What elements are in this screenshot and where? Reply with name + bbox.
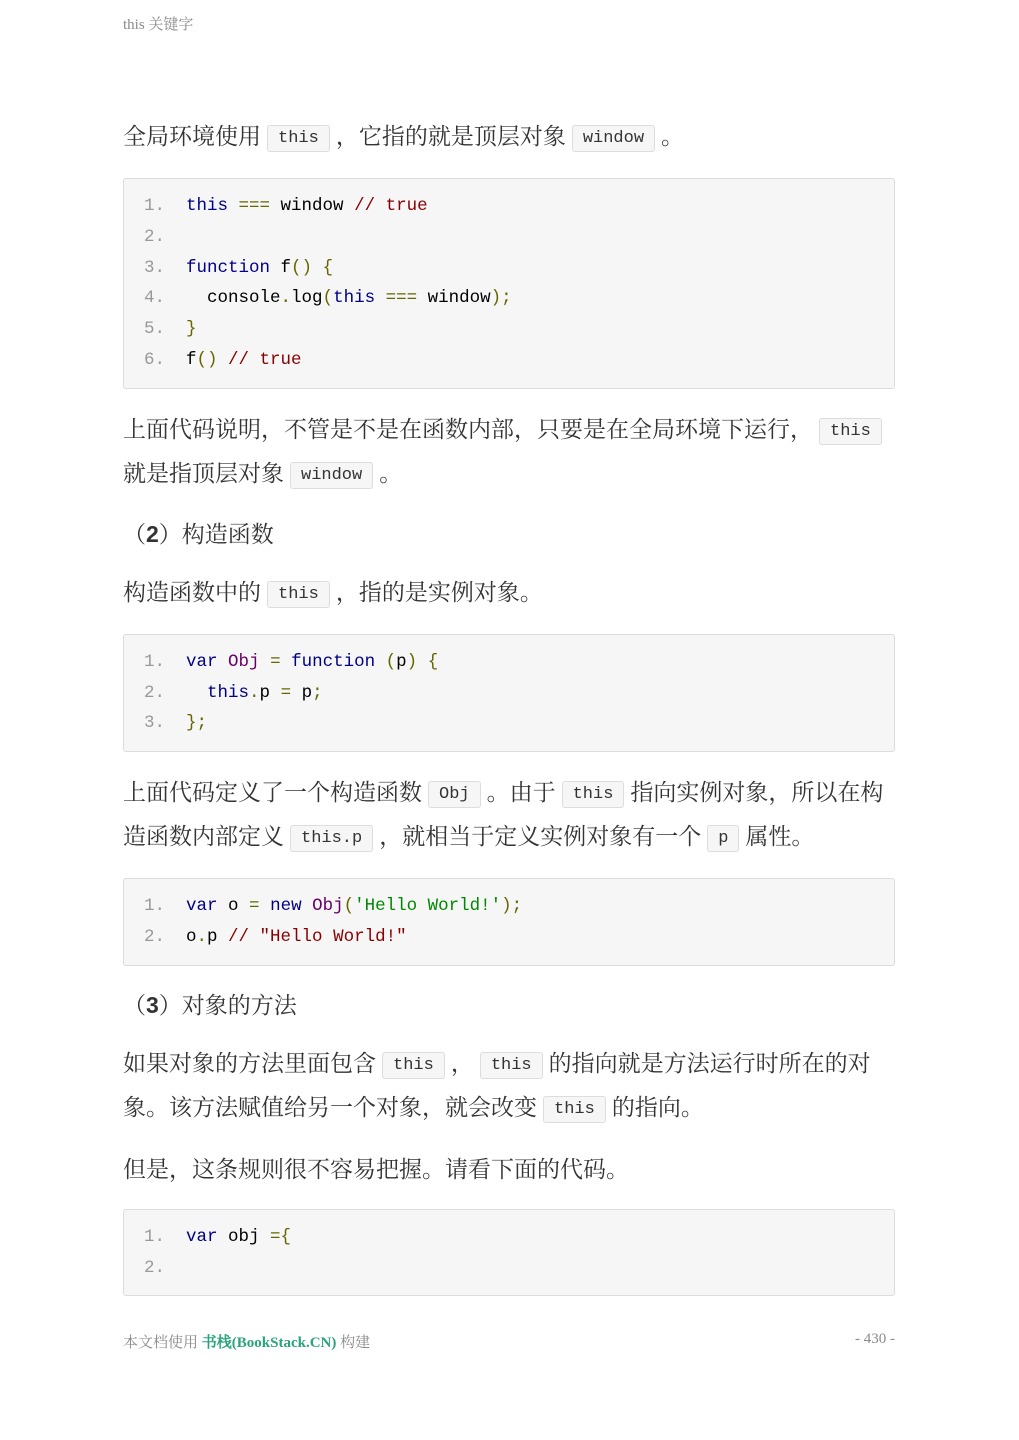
- code-token: log: [291, 288, 323, 309]
- code-token: };: [186, 713, 208, 734]
- code-token: [312, 258, 323, 278]
- code-text: [186, 314, 197, 345]
- code-token: var: [186, 1226, 218, 1247]
- paragraph-text: 上面代码说明，不管是不是在函数内部，只要是在全局环境下运行，: [123, 416, 813, 443]
- paragraph-text: 就是指顶层对象: [123, 460, 284, 487]
- footer-suffix: 构建: [336, 1335, 371, 1351]
- code-token: ===: [385, 288, 418, 309]
- code-token: [302, 896, 313, 916]
- code-token: [186, 683, 207, 703]
- code-token: function: [186, 257, 271, 278]
- code-token: [218, 350, 229, 370]
- code-token: );: [490, 288, 512, 309]
- paragraph: [123, 409, 895, 497]
- code-text: [186, 1253, 207, 1284]
- code-token: console: [186, 288, 281, 309]
- code-token: // "Hello World!": [228, 926, 407, 947]
- paragraph: [123, 772, 895, 860]
- code-token: new: [270, 896, 302, 917]
- code-block[interactable]: [123, 178, 895, 389]
- paragraph-text: 。由于: [486, 780, 556, 807]
- code-line: [144, 191, 874, 222]
- footer-brand-link[interactable]: 书栈(BookStack.CN): [201, 1335, 337, 1351]
- code-token: [375, 652, 386, 672]
- code-token: var: [186, 651, 218, 672]
- paragraph: [123, 1149, 895, 1191]
- paragraph-text: 。: [661, 124, 685, 150]
- code-token: var: [186, 896, 218, 917]
- code-token: }: [186, 319, 197, 340]
- code-token: f: [270, 257, 292, 278]
- code-token: (: [385, 651, 397, 672]
- paragraph-text: 全局环境使用: [123, 124, 261, 150]
- code-text: [186, 678, 323, 709]
- code-token: window: [417, 288, 491, 309]
- code-token: this: [333, 288, 376, 309]
- code-text: [186, 647, 438, 678]
- inline-code: p: [707, 825, 739, 852]
- code-block[interactable]: [123, 878, 895, 966]
- code-line: [144, 345, 874, 376]
- code-line: [144, 1253, 874, 1284]
- code-text: [186, 1222, 291, 1253]
- code-token: o: [186, 926, 197, 947]
- code-text: [186, 708, 207, 739]
- inline-code: this: [480, 1052, 543, 1079]
- code-token: Obj: [228, 651, 260, 672]
- section-title: 对象的方法: [181, 992, 297, 1019]
- line-number: 5.: [144, 319, 166, 340]
- code-line: [144, 1222, 874, 1253]
- code-token: =: [280, 682, 292, 703]
- inline-code: Obj: [428, 781, 481, 808]
- paragraph: [123, 116, 895, 160]
- code-token: this: [186, 196, 229, 216]
- code-token: p: [207, 926, 229, 947]
- code-token: [218, 652, 229, 672]
- code-line: [144, 647, 874, 678]
- code-text: [186, 891, 522, 922]
- section-title: 构造函数: [181, 521, 274, 548]
- code-line: [144, 922, 874, 953]
- code-token: .: [249, 682, 260, 703]
- code-text: [186, 283, 512, 314]
- code-token: ={: [270, 1226, 292, 1247]
- code-line: [144, 283, 874, 314]
- code-token: // true: [354, 196, 428, 216]
- line-number: 2.: [144, 682, 166, 703]
- footer-credit: [123, 1331, 370, 1352]
- code-token: obj: [217, 1226, 271, 1247]
- paragraph: [123, 572, 895, 616]
- section-number: 3: [146, 991, 159, 1018]
- inline-code: this: [819, 418, 882, 445]
- code-token: p: [259, 682, 281, 703]
- document-body: [123, 116, 895, 1319]
- section-heading: （2）构造函数: [123, 520, 274, 548]
- inline-code: this: [267, 125, 330, 152]
- line-number: 1.: [144, 651, 166, 672]
- code-line: [144, 253, 874, 284]
- code-token: [260, 896, 271, 916]
- code-token: );: [501, 896, 523, 917]
- line-number: 1.: [144, 196, 166, 216]
- code-token: p: [291, 682, 313, 703]
- paragraph-text: ，指的是实例对象。: [335, 579, 543, 606]
- page-number: - 430 -: [855, 1331, 895, 1347]
- code-line: [144, 314, 874, 345]
- code-token: (: [343, 896, 355, 917]
- inline-code: this.p: [290, 825, 373, 852]
- paragraph-text: 指向实例对象，所以在构造函数内部定义: [123, 780, 884, 851]
- line-number: 6.: [144, 349, 166, 370]
- code-text: [186, 253, 333, 284]
- inline-code: this: [382, 1052, 445, 1079]
- code-text: [186, 345, 302, 376]
- code-token: Obj: [312, 896, 344, 917]
- line-number: 4.: [144, 288, 166, 309]
- code-token: [186, 1258, 207, 1278]
- code-token: p: [396, 651, 407, 672]
- code-token: (): [196, 349, 218, 370]
- line-number: 3.: [144, 713, 166, 734]
- footer-prefix: 本文档使用: [123, 1335, 202, 1351]
- code-line: [144, 678, 874, 709]
- paragraph-text: 但是，这条规则很不容易把握。请看下面的代码。: [123, 1156, 629, 1183]
- code-token: [228, 196, 239, 216]
- code-line: [144, 891, 874, 922]
- code-token: {: [427, 651, 439, 672]
- paragraph-text: 的指向。: [611, 1094, 704, 1121]
- code-token: this: [207, 682, 250, 703]
- code-token: [417, 652, 428, 672]
- paragraph-text: 属性。: [745, 824, 815, 851]
- code-token: =: [270, 651, 281, 672]
- code-token: function: [291, 651, 376, 672]
- section-number: 2: [146, 520, 159, 547]
- line-number: 3.: [144, 257, 166, 278]
- code-token: (): [291, 257, 313, 278]
- code-token: o: [217, 896, 250, 917]
- code-token: f: [186, 349, 197, 370]
- line-number: 1.: [144, 896, 166, 917]
- code-text: [186, 191, 428, 222]
- code-token: {: [322, 257, 334, 278]
- paragraph-text: ，它指的就是顶层对象: [335, 124, 566, 150]
- inline-code: window: [290, 462, 373, 489]
- code-text: [186, 922, 407, 953]
- inline-code: this: [543, 1096, 606, 1123]
- paragraph-text: 的指向就是方法运行时所在的对象。该方法赋值给另一个对象，就会改变: [123, 1050, 871, 1121]
- code-token: [260, 652, 271, 672]
- code-line: [144, 708, 874, 739]
- inline-code: this: [267, 581, 330, 608]
- code-block[interactable]: [123, 634, 895, 752]
- code-token: [375, 288, 386, 308]
- code-token: ): [406, 651, 418, 672]
- line-number: 2.: [144, 226, 166, 247]
- paragraph-text: 如果对象的方法里面包含: [123, 1050, 376, 1077]
- section-heading: （3）对象的方法: [123, 991, 297, 1019]
- code-token: [281, 652, 292, 672]
- code-token: window: [270, 196, 355, 216]
- code-block[interactable]: [123, 1209, 895, 1297]
- paragraph-text: 。: [379, 460, 403, 487]
- inline-code: window: [572, 125, 655, 152]
- code-line: [144, 222, 874, 253]
- line-number: 1.: [144, 1226, 166, 1247]
- code-token: (: [322, 288, 334, 309]
- code-token: =: [249, 896, 260, 917]
- code-token: .: [280, 288, 292, 309]
- code-token: ;: [312, 682, 323, 703]
- code-token: ===: [238, 196, 271, 216]
- paragraph-text: ，: [450, 1050, 474, 1077]
- code-token: // true: [228, 349, 302, 370]
- paragraph-text: 上面代码定义了一个构造函数: [123, 780, 422, 807]
- paragraph-text: 构造函数中的: [123, 579, 261, 606]
- paragraph-text: ，就相当于定义实例对象有一个: [379, 824, 702, 851]
- line-number: 2.: [144, 926, 166, 947]
- paragraph: [123, 1043, 895, 1131]
- line-number: 2.: [144, 1257, 166, 1278]
- code-token: 'Hello World!': [354, 896, 502, 917]
- inline-code: this: [562, 781, 625, 808]
- code-token: .: [196, 926, 208, 947]
- running-header: this 关键字: [123, 17, 194, 33]
